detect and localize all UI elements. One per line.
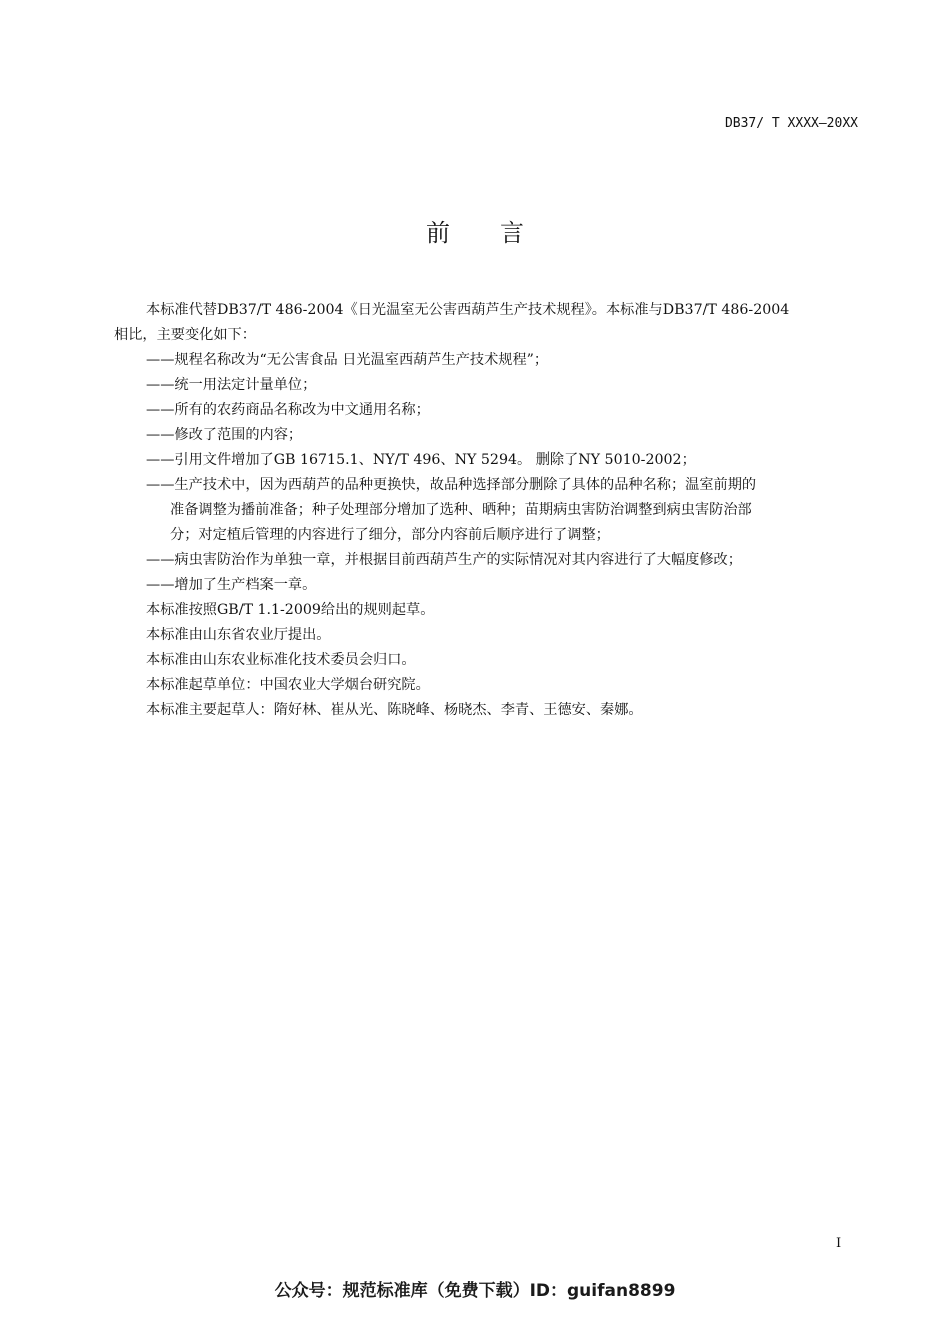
statement: 本标准主要起草人：隋好林、崔从光、陈晓峰、杨晓杰、李青、王德安、秦娜。 xyxy=(146,702,643,718)
page-title: 前言 xyxy=(426,219,574,247)
change-item: ——增加了生产档案一章。 xyxy=(146,577,317,593)
tech-line-1: ——生产技术中，因为西葫芦的品种更换快，故品种选择部分删除了具体的品种名称；温室前期的 xyxy=(146,477,757,493)
statement: 本标准按照GB/T 1.1-2009给出的规则起草。 xyxy=(146,602,435,618)
change-item-tech xyxy=(114,473,864,548)
statement: 本标准起草单位：中国农业大学烟台研究院。 xyxy=(146,677,430,693)
change-item: ——病虫害防治作为单独一章，并根据目前西葫芦生产的实际情况对其内容进行了大幅度修改； xyxy=(146,552,742,568)
statement: 本标准由山东农业标准化技术委员会归口。 xyxy=(146,652,416,668)
change-item: ——规程名称改为“无公害食品 日光温室西葫芦生产技术规程”； xyxy=(146,352,549,368)
tech-line-3: 分；对定植后管理的内容进行了细分，部分内容前后顺序进行了调整； xyxy=(170,527,610,543)
document-code: DB37/ T XXXX—20XX xyxy=(724,116,858,131)
intro-line-1: 本标准代替DB37/T 486-2004《日光温室无公害西葫芦生产技术规程》。本标准与DB37/T 486-2004 xyxy=(146,302,790,318)
page-number: I xyxy=(836,1236,842,1251)
change-item: ——引用文件增加了GB 16715.1、NY/T 496、NY 5294。 删除了NY 5010-2002； xyxy=(146,452,696,468)
foreword-body xyxy=(114,298,864,723)
statement: 本标准由山东省农业厅提出。 xyxy=(146,627,331,643)
intro-line-2: 相比，主要变化如下： xyxy=(114,327,256,343)
change-item: ——修改了范围的内容； xyxy=(146,427,303,443)
footer-watermark-text: 公众号：规范标准库（免费下载）ID：guifan8899 xyxy=(274,1281,676,1301)
change-item: ——统一用法定计量单位； xyxy=(146,377,317,393)
tech-line-2: 准备调整为播前准备；种子处理部分增加了选种、晒种；苗期病虫害防治调整到病虫害防治部 xyxy=(170,502,752,518)
change-item: ——所有的农药商品名称改为中文通用名称； xyxy=(146,402,430,418)
